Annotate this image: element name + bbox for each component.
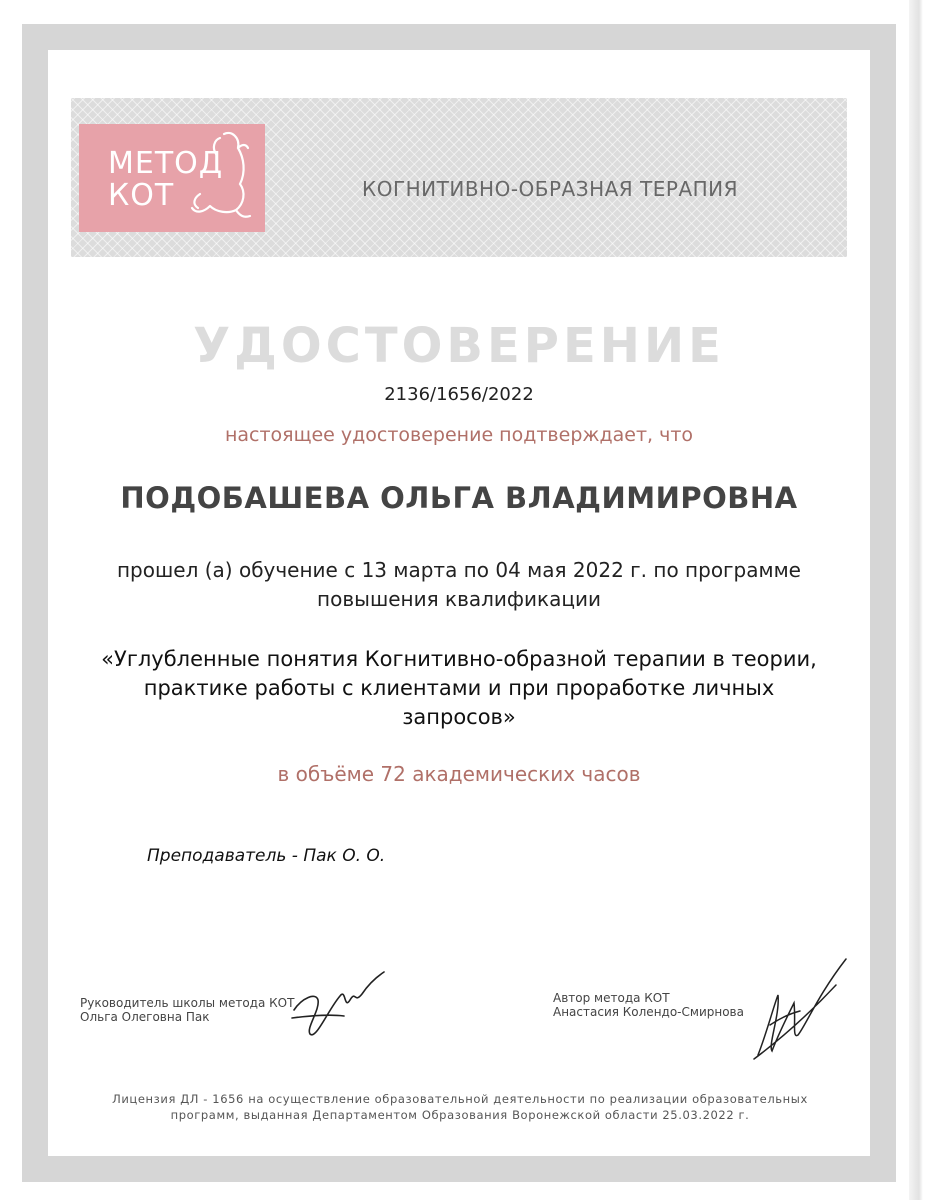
- certificate-number: 2136/1656/2022: [384, 384, 534, 405]
- header-tagline: КОГНИТИВНО-ОБРАЗНАЯ ТЕРАПИЯ: [362, 177, 739, 201]
- course-line-1: прошел (а) обучение с 13 марта по 04 мая 2022 г. по программе: [116, 558, 801, 582]
- author-role: Автор метода КОТ: [553, 991, 670, 1005]
- teacher-name: Преподаватель - Пак О. О.: [147, 846, 386, 866]
- program-title-line-1: «Углубленные понятия Когнитивно-образной терапии в теории,: [101, 647, 817, 671]
- license-line-1: Лицензия ДЛ - 1656 на осуществление образовательной деятельности по реализации образовательных: [112, 1092, 808, 1106]
- confirmation-text: настоящее удостоверение подтверждает, что: [224, 424, 694, 446]
- course-line-2: повышения квалификации: [317, 587, 601, 611]
- page-edge: [909, 0, 927, 1200]
- hours-text: в объёме 72 академических часов: [277, 762, 641, 786]
- cat-logo-icon: [180, 128, 256, 226]
- program-title-line-2: практике работы с клиентами и при проработке личных: [143, 676, 775, 700]
- director-role: Руководитель школы метода КОТ: [80, 996, 295, 1010]
- author-name: Анастасия Колендо-Смирнова: [553, 1005, 744, 1019]
- director-signature: [288, 970, 388, 1040]
- document-title: УДОСТОВЕРЕНИЕ: [193, 318, 725, 374]
- license-line-2: программ, выданная Департаментом Образования Воронежской области 25.03.2022 г.: [170, 1108, 750, 1122]
- author-signature: [748, 955, 852, 1065]
- recipient-name: ПОДОБАШЕВА ОЛЬГА ВЛАДИМИРОВНА: [120, 481, 798, 515]
- logo-line-1: МЕТОД: [108, 146, 224, 181]
- program-title-line-3: запросов»: [402, 705, 516, 729]
- logo-line-2: КОТ: [108, 178, 175, 213]
- director-name: Ольга Олеговна Пак: [80, 1010, 210, 1024]
